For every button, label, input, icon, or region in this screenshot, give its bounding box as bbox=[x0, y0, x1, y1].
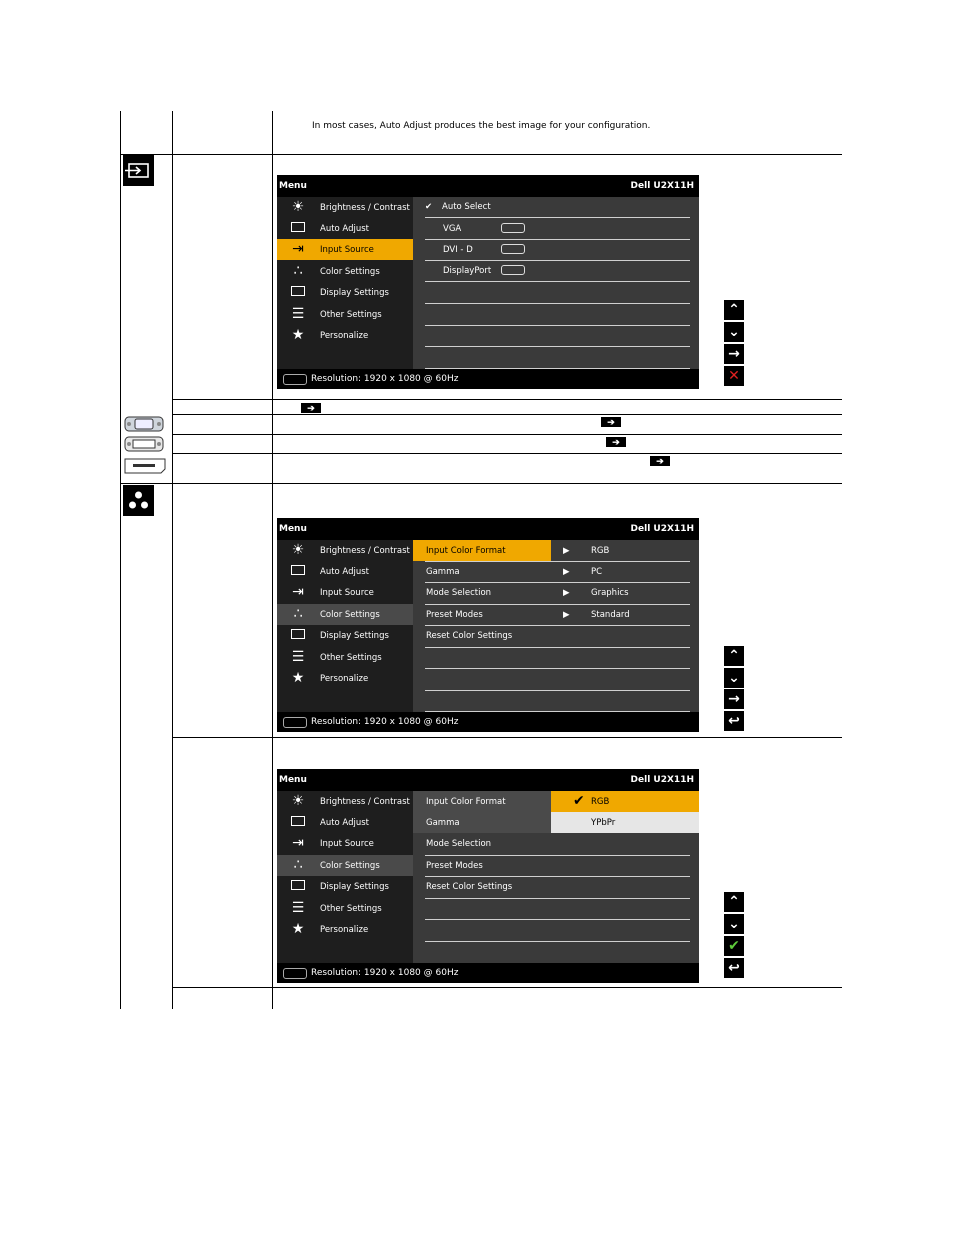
enter-button[interactable]: → bbox=[724, 689, 744, 709]
down-button[interactable]: ⌄ bbox=[724, 668, 744, 688]
brightness-icon: ☀ bbox=[291, 199, 305, 215]
other-settings-icon: ☰ bbox=[291, 649, 305, 665]
color-settings-icon: ∴ bbox=[293, 857, 303, 873]
submenu-input-color-format[interactable]: Input Color Format bbox=[413, 540, 551, 561]
row-divider bbox=[172, 399, 842, 400]
menu-item-brightness[interactable]: ☀ Brightness / Contrast bbox=[277, 791, 413, 812]
osd-model: Dell U2X11H bbox=[630, 181, 694, 191]
option-empty bbox=[425, 283, 690, 304]
color-settings-icon: ∴ bbox=[293, 606, 303, 622]
checkmark-icon: ✔ bbox=[573, 793, 585, 809]
option-displayport[interactable]: DisplayPort bbox=[425, 261, 690, 282]
row-divider bbox=[172, 414, 842, 415]
menu-item-display-settings[interactable]: Display Settings bbox=[277, 625, 413, 646]
menu-item-other-settings[interactable]: ☰ Other Settings bbox=[277, 304, 413, 325]
osd-title: Menu bbox=[279, 524, 307, 534]
displayport-icon bbox=[501, 265, 525, 275]
option-empty bbox=[425, 326, 690, 347]
vga-icon bbox=[283, 374, 307, 385]
submenu-preset-modes[interactable]: Preset Modes bbox=[426, 861, 483, 871]
row-divider bbox=[172, 453, 842, 454]
submenu-preset-modes[interactable]: Preset Modes bbox=[426, 610, 483, 620]
up-button[interactable]: ⌃ bbox=[724, 892, 744, 912]
enter-button[interactable]: → bbox=[724, 344, 744, 364]
menu-item-color-settings[interactable]: ∴ Color Settings bbox=[277, 604, 413, 625]
display-settings-icon bbox=[289, 879, 307, 893]
star-icon: ★ bbox=[291, 921, 305, 937]
dvi-icon bbox=[501, 244, 525, 254]
submenu-mode-selection[interactable]: Mode Selection bbox=[426, 839, 492, 849]
menu-item-personalize[interactable]: ★ Personalize bbox=[277, 919, 413, 940]
up-button[interactable]: ⌃ bbox=[724, 300, 744, 320]
submenu-input-color-format[interactable]: Input Color Format bbox=[413, 791, 551, 812]
triangle-right-icon: ▶ bbox=[563, 610, 570, 620]
back-button[interactable]: ↩ bbox=[724, 958, 744, 978]
menu-item-other-settings[interactable]: ☰ Other Settings bbox=[277, 898, 413, 919]
down-button[interactable]: ⌄ bbox=[724, 914, 744, 934]
auto-adjust-icon bbox=[289, 221, 307, 235]
enter-arrow-icon: ➔ bbox=[301, 403, 321, 413]
submenu-gamma[interactable]: Gamma bbox=[426, 567, 460, 577]
row-divider bbox=[172, 737, 842, 738]
resolution-text: Resolution: 1920 x 1080 @ 60Hz bbox=[311, 968, 459, 978]
osd-model: Dell U2X11H bbox=[630, 775, 694, 785]
osd-title: Menu bbox=[279, 775, 307, 785]
triangle-right-icon: ▶ bbox=[563, 567, 570, 577]
value-input-color-format: ▶ RGB bbox=[563, 546, 610, 556]
osd-title: Menu bbox=[279, 181, 307, 191]
menu-item-other-settings[interactable]: ☰ Other Settings bbox=[277, 647, 413, 668]
option-empty bbox=[425, 305, 690, 326]
menu-item-display-settings[interactable]: Display Settings bbox=[277, 282, 413, 303]
table-border-left bbox=[120, 111, 121, 1009]
brightness-icon: ☀ bbox=[291, 793, 305, 809]
menu-item-input-source[interactable]: ⇥ Input Source bbox=[277, 582, 413, 603]
vga-icon bbox=[283, 717, 307, 728]
resolution-text: Resolution: 1920 x 1080 @ 60Hz bbox=[311, 717, 459, 727]
auto-adjust-icon bbox=[289, 564, 307, 578]
row-divider bbox=[120, 483, 842, 484]
row-divider bbox=[120, 154, 842, 155]
option-empty bbox=[425, 348, 690, 369]
value-gamma: ▶ PC bbox=[563, 567, 603, 577]
color-settings-icon bbox=[123, 485, 154, 516]
osd-input-color-format bbox=[277, 769, 699, 983]
triangle-right-icon: ▶ bbox=[563, 546, 570, 556]
brightness-icon: ☀ bbox=[291, 542, 305, 558]
dvi-connector-icon bbox=[124, 436, 164, 452]
confirm-button[interactable]: ✔ bbox=[724, 936, 744, 956]
osd-color-settings bbox=[277, 518, 699, 732]
checkmark-icon: ✔ bbox=[425, 202, 433, 212]
back-button[interactable]: ↩ bbox=[724, 711, 744, 731]
star-icon: ★ bbox=[291, 327, 305, 343]
value-preset-modes: ▶ Standard bbox=[563, 610, 630, 620]
color-settings-icon: ∴ bbox=[293, 263, 303, 279]
other-settings-icon: ☰ bbox=[291, 900, 305, 916]
menu-item-input-source[interactable]: ⇥ Input Source bbox=[277, 239, 413, 260]
menu-item-personalize[interactable]: ★ Personalize bbox=[277, 325, 413, 346]
exit-button[interactable]: ✕ bbox=[724, 366, 744, 386]
enter-arrow-icon: ➔ bbox=[601, 417, 621, 427]
triangle-right-icon: ▶ bbox=[563, 588, 570, 598]
menu-item-display-settings[interactable]: Display Settings bbox=[277, 876, 413, 897]
menu-item-personalize[interactable]: ★ Personalize bbox=[277, 668, 413, 689]
menu-item-brightness[interactable]: ☀ Brightness / Contrast bbox=[277, 540, 413, 561]
option-auto-select[interactable]: ✔ Auto Select bbox=[425, 197, 690, 218]
row-divider bbox=[172, 987, 842, 988]
option-dvi-d[interactable]: DVI - D bbox=[425, 240, 690, 261]
osd-input-source bbox=[277, 175, 699, 389]
option-rgb[interactable]: ✔ RGB bbox=[551, 791, 699, 812]
submenu-reset-color-settings[interactable]: Reset Color Settings bbox=[426, 882, 513, 892]
intro-text: In most cases, Auto Adjust produces the best image for your configuration. bbox=[312, 121, 651, 131]
menu-item-color-settings[interactable]: ∴ Color Settings bbox=[277, 261, 413, 282]
vga-connector-icon bbox=[124, 416, 164, 432]
vga-icon bbox=[283, 968, 307, 979]
vga-icon bbox=[501, 223, 525, 233]
enter-arrow-icon: ➔ bbox=[650, 456, 670, 466]
row-divider bbox=[172, 434, 842, 435]
displayport-connector-icon bbox=[124, 458, 164, 474]
menu-item-auto-adjust[interactable]: Auto Adjust bbox=[277, 561, 413, 582]
option-vga[interactable]: VGA bbox=[425, 219, 690, 240]
display-settings-icon bbox=[289, 285, 307, 299]
table-divider-2 bbox=[272, 111, 273, 1009]
submenu-gamma[interactable]: Gamma bbox=[413, 812, 551, 833]
menu-item-color-settings[interactable]: ∴ Color Settings bbox=[277, 855, 413, 876]
submenu-reset-color-settings[interactable]: Reset Color Settings bbox=[426, 631, 513, 641]
option-ypbpr[interactable]: YPbPr bbox=[551, 812, 699, 833]
submenu-mode-selection[interactable]: Mode Selection bbox=[426, 588, 492, 598]
menu-item-input-source[interactable]: ⇥ Input Source bbox=[277, 833, 413, 854]
input-source-icon: ⇥ bbox=[292, 584, 304, 600]
input-source-icon: ⇥ bbox=[292, 241, 304, 257]
star-icon: ★ bbox=[291, 670, 305, 686]
display-settings-icon bbox=[289, 628, 307, 642]
menu-item-auto-adjust[interactable]: Auto Adjust bbox=[277, 218, 413, 239]
osd-model: Dell U2X11H bbox=[630, 524, 694, 534]
up-button[interactable]: ⌃ bbox=[724, 646, 744, 666]
input-source-icon: ⇥ bbox=[292, 835, 304, 851]
enter-arrow-icon: ➔ bbox=[606, 437, 626, 447]
input-source-icon bbox=[123, 155, 154, 186]
auto-adjust-icon bbox=[289, 815, 307, 829]
other-settings-icon: ☰ bbox=[291, 306, 305, 322]
menu-item-brightness[interactable]: ☀ Brightness / Contrast bbox=[277, 197, 413, 218]
down-button[interactable]: ⌄ bbox=[724, 322, 744, 342]
menu-item-auto-adjust[interactable]: Auto Adjust bbox=[277, 812, 413, 833]
value-mode-selection: ▶ Graphics bbox=[563, 588, 629, 598]
table-divider-1 bbox=[172, 111, 173, 1009]
resolution-text: Resolution: 1920 x 1080 @ 60Hz bbox=[311, 374, 459, 384]
